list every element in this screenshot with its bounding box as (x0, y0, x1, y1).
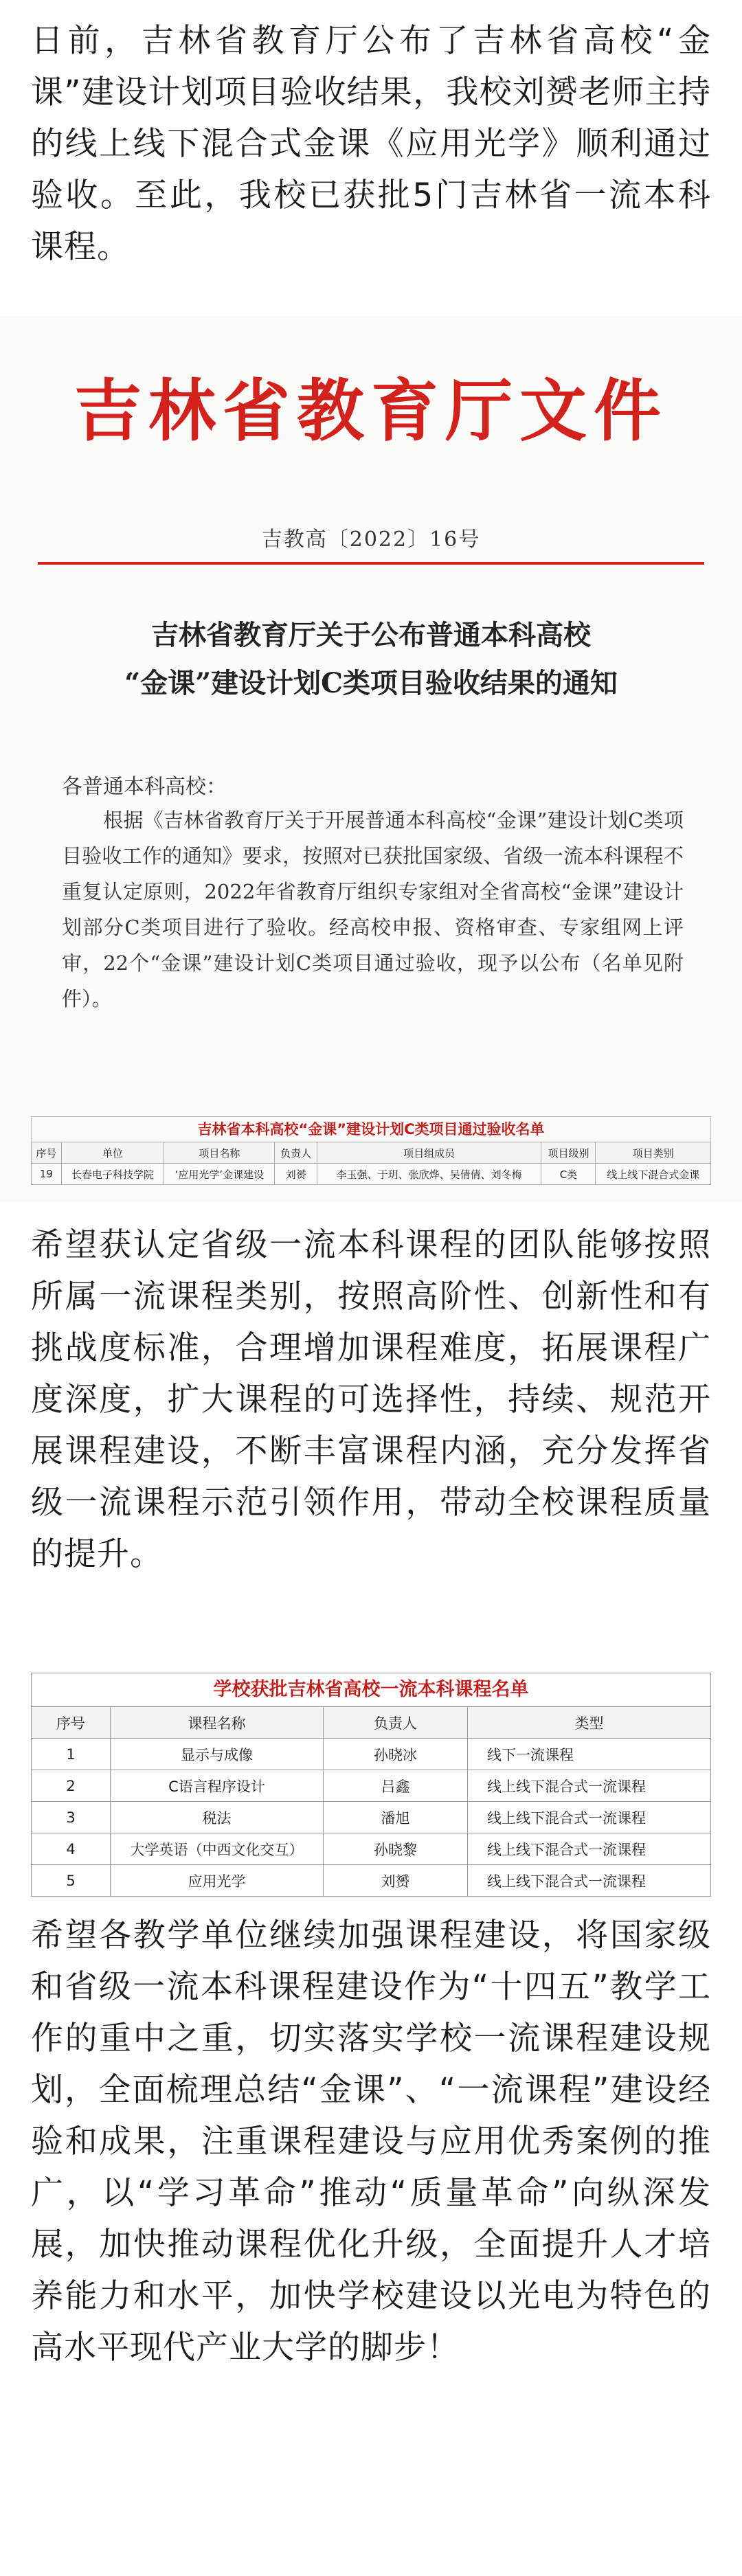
document-title (0, 611, 742, 708)
course-table-header-row (32, 1707, 711, 1739)
table-cell: 线上线下混合式一流课程 (468, 1865, 711, 1897)
table-cell: 线上线下混合式金课 (596, 1164, 711, 1185)
table-cell: 孙晓冰 (324, 1739, 468, 1770)
table-cell: 4 (32, 1833, 111, 1865)
document-body: 根据《吉林省教育厅关于开展普通本科高校“金课”建设计划C类项目验收工作的通知》要求，按照对已获批国家级、省级一流本科课程不重复认定原则，2022年省教育厅组织专家组对全省高校“金课”建设计划部分C类项目进行了验收。经高校申报、资格审查、专家组网上评审，22个“金课”建设计划C类项目通过验收，现予以公布（名单见附件）。 (62, 809, 684, 1010)
table-cell: 应用光学 (111, 1865, 324, 1897)
course-table-title: 学校获批吉林省高校一流本科课程名单 (31, 1673, 711, 1706)
table-row (32, 1739, 711, 1770)
table-cell: 线下一流课程 (468, 1739, 711, 1770)
table-cell: 线上线下混合式一流课程 (468, 1770, 711, 1802)
table-header-cell: 课程名称 (111, 1707, 324, 1739)
table-cell: 2 (32, 1770, 111, 1802)
table-cell: 显示与成像 (111, 1739, 324, 1770)
table-header-cell: 项目组成员 (317, 1142, 541, 1164)
table-cell: C语言程序设计 (111, 1770, 324, 1802)
table-row (32, 1164, 711, 1185)
table-cell: 线上线下混合式一流课程 (468, 1802, 711, 1833)
table-header-cell: 负责人 (324, 1707, 468, 1739)
table-cell: 5 (32, 1865, 111, 1897)
table-cell: ‘应用光学’金课建设 (164, 1164, 275, 1185)
table-header-cell: 项目类别 (596, 1142, 711, 1164)
document-number: 吉教高〔2022〕16号 (261, 528, 481, 552)
document-red-divider (38, 562, 704, 565)
table-cell: 税法 (111, 1802, 324, 1833)
table-cell: 李玉强、于玥、张欣烨、吴倩倩、刘冬梅 (317, 1164, 541, 1185)
table-header-cell: 负责人 (275, 1142, 317, 1164)
table-header-cell: 序号 (32, 1707, 111, 1739)
table-header-cell: 序号 (32, 1142, 62, 1164)
table-cell: 刘赟 (324, 1865, 468, 1897)
table-cell: 吕鑫 (324, 1770, 468, 1802)
document-header: 吉林省教育厅文件 (74, 372, 668, 451)
table-header-cell: 项目级别 (541, 1142, 596, 1164)
acceptance-table-title: 吉林省本科高校“金课”建设计划C类项目通过验收名单 (31, 1116, 711, 1142)
table-cell: 刘赟 (275, 1164, 317, 1185)
table-row (32, 1802, 711, 1833)
table-cell: 潘旭 (324, 1802, 468, 1833)
table-header-cell: 单位 (61, 1142, 164, 1164)
document-title-line-2: “金课”建设计划C类项目验收结果的通知 (124, 667, 618, 699)
table-cell: 孙晓黎 (324, 1833, 468, 1865)
table-cell: C类 (541, 1164, 596, 1185)
acceptance-table (31, 1116, 711, 1185)
table-cell: 大学英语（中西文化交互） (111, 1833, 324, 1865)
course-list-table (31, 1673, 711, 1897)
table-cell: 1 (32, 1739, 111, 1770)
table-row (32, 1833, 711, 1865)
table-cell: 线上线下混合式一流课程 (468, 1833, 711, 1865)
intro-paragraph: 日前，吉林省教育厅公布了吉林省高校“金课”建设计划项目验收结果，我校刘赟老师主持的线上线下混合式金课《应用光学》顺利通过验收。至此，我校已获批5门吉林省一流本科课程。 (31, 22, 711, 266)
table-cell: 3 (32, 1802, 111, 1833)
table-row (32, 1770, 711, 1802)
table-header-cell: 项目名称 (164, 1142, 275, 1164)
table-cell: 19 (32, 1164, 62, 1185)
acceptance-table-header-row (32, 1142, 711, 1164)
table-row (32, 1865, 711, 1897)
closing-paragraph: 希望各教学单位继续加强课程建设，将国家级和省级一流本科课程建设作为“十四五”教学工作的重中之重，切实落实学校一流课程建设规划，全面梳理总结“金课”、“一流课程”建设经验和成果，注重课程建设与应用优秀案例的推广，以“学习革命”推动“质量革命”向纵深发展，加快推动课程优化升级，全面提升人才培养能力和水平，加快学校建设以光电为特色的高水平现代产业大学的脚步！ (31, 1917, 711, 2366)
expectation-paragraph: 希望获认定省级一流本科课程的团队能够按照所属一流课程类别，按照高阶性、创新性和有挑战度标准，合理增加课程难度，拓展课程广度深度，扩大课程的可选择性，持续、规范开展课程建设，不断丰富课程内涵，充分发挥省级一流课程示范引领作用，带动全校课程质量的提升。 (31, 1226, 711, 1573)
table-cell: 长春电子科技学院 (61, 1164, 164, 1185)
official-document-image (0, 316, 742, 1202)
document-title-line-1: 吉林省教育厅关于公布普通本科高校 (151, 619, 591, 651)
table-header-cell: 类型 (468, 1707, 711, 1739)
document-addressee: 各普通本科高校： (62, 775, 227, 799)
